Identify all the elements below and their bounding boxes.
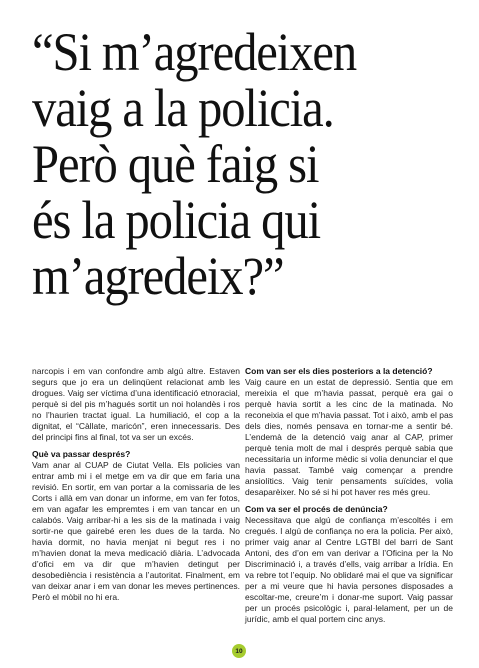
question-heading: Què va passar després? [32,449,131,459]
answer-paragraph: Vam anar al CUAP de Ciutat Vella. Els policies van entrar amb mi i el metge em va dir que em faria una revisió. En sortir, em van portar a la comissaria de les Corts i allà em van donar un informe, em van fer fotos, em van agafar les empremtes i em van tancar en un calabós. Vaig arribar-hi a les sis de la matinada i vaig sortir-ne que gairebé eren les dues de la tarda. No havia dormit, no havia menjat ni begut res i no m’havien donat la meva medicació diària. L’advocada d’ofici em va dir que m’havien detingut per desobediència i resistència a l’autoritat. Finalment, em van deixar anar i em van donar les meves pertinences. Però el mòbil no hi era. [32,460,240,602]
pull-quote [32,24,428,304]
pull-quote-line: Però què faig si [32,134,319,194]
question-heading: Com van ser els dies posteriors a la detenció? [245,366,433,376]
pull-quote-line: m’agredeix?” [32,246,284,306]
answer-paragraph: Vaig caure en un estat de depressió. Sentia que em mereixia el que m’havia passat, perquè era gai o perquè havia sortit a les cinc de la matinada. No reconeixia el que m’havia passat. Tot i això, amb el pas dels dies, només pensava en tornar-me a sentir bé. L’endemà de la detenció vaig anar al CAP, primer perquè tenia molt de mal i després perquè sabia que necessitaria un informe mèdic si volia denunciar el que havia passat. També vaig començar a prendre ansiolítics. Vaig tenir pensaments suïcides, volia desaparèixer. No sé si hi pot haver res més greu. [245,377,453,497]
question-heading: Com va ser el procés de denúncia? [245,504,388,514]
answer-paragraph: Necessitava que algú de confiança m’escoltés i em cregués. I algú de confiança no era la policia. Per això, primer vaig anar al Centre LGTBI del barri de Sant Antoni, des d’on em van derivar a l’Oficina per la No Discriminació i, a través d’ells, vaig arribar a Irídia. En va rebre tot l’equip. No oblidaré mai el que va significar per a mi veure que hi havia persones disposades a escoltar-me, creure’m i donar-me suport. Vaig passar per un procés psicològic i, paral·lelament, per un de jurídic, amb el qual portem cinc anys. [245,515,453,624]
intro-paragraph: narcopis i em van confondre amb algú altre. Estaven segurs que jo era un delinqüent relacionat amb les drogues. Vaig ser víctima d’una identificació etnoracial, perquè si del pis m’hagués sortit un noi holandès i ros no l’haurien tractat igual. La humiliació, el cop a la dignitat, el “Càllate, maricón”, eren innecessaris. Des del principi fins al final, tot va ser un excés. [32,366,240,442]
left-column [32,366,240,603]
right-column [245,366,453,625]
page-number-badge: 10 [232,644,246,658]
pull-quote-line: és la policia qui [32,190,321,250]
pull-quote-line: “Si m’agredeixen [32,22,357,82]
pull-quote-line: vaig a la policia. [32,78,334,138]
